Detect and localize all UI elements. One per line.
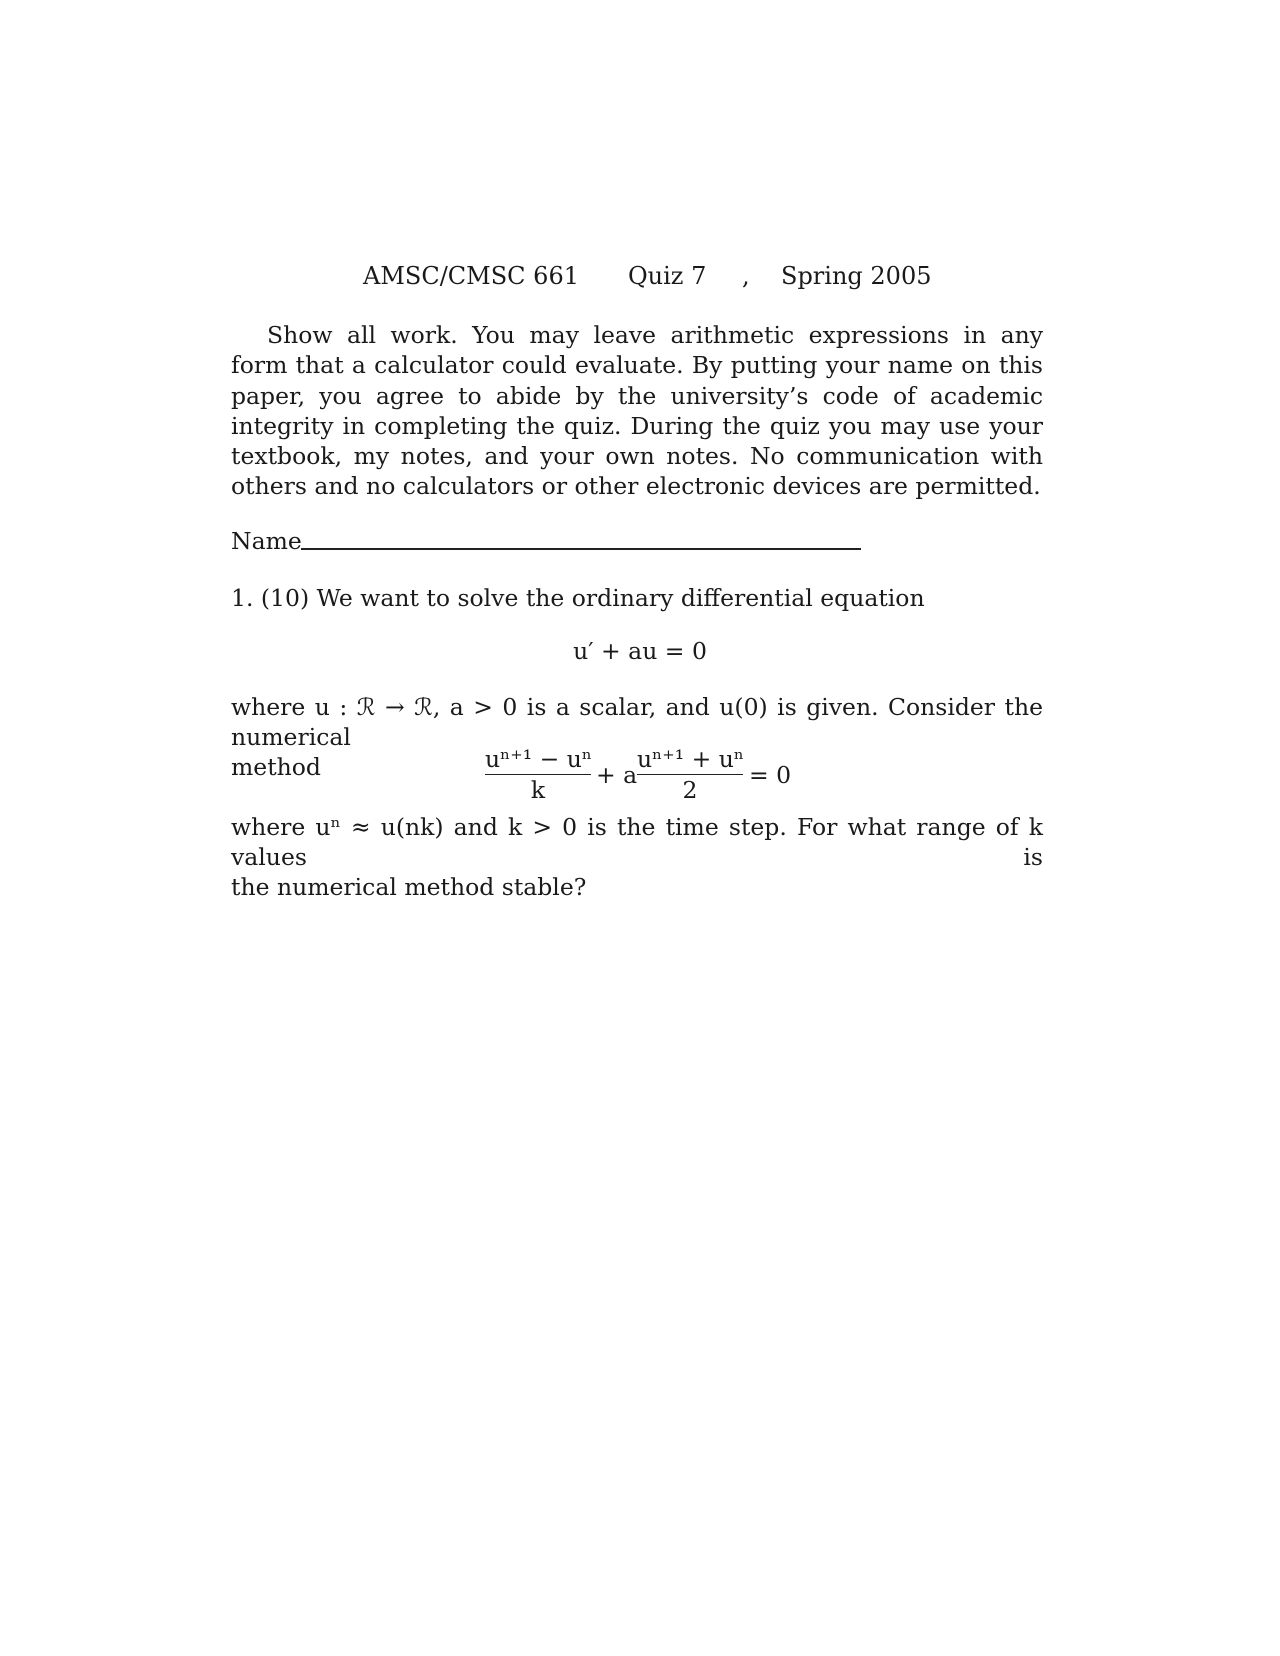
question-line-1: where uⁿ ≈ u(nk) and k > 0 is the time step. For what range of k values is: [231, 813, 1043, 871]
difference-numerator: uⁿ⁺¹ − uⁿ: [485, 745, 593, 773]
name-label: Name: [231, 527, 302, 555]
equals-zero: = 0: [749, 761, 792, 789]
average-denominator: 2: [682, 776, 698, 804]
course-code: AMSC/CMSC 661: [363, 262, 579, 290]
difference-fraction: [485, 744, 591, 805]
average-numerator: uⁿ⁺¹ + uⁿ: [637, 745, 745, 773]
quiz-title: Quiz 7: [628, 262, 707, 290]
context-line-1: where u : ℛ → ℛ, a > 0 is a scalar, and u(0) is given. Consider the numerical: [231, 693, 1043, 751]
ode-equation: u′ + au = 0: [573, 637, 707, 665]
instructions-paragraph: Show all work. You may leave arithmetic expressions in any form that a calculator could evaluate. By putting your name on this paper, you agree to abide by the university’s code of academic integrity in completing the quiz. During the quiz you may use your textbook, my notes, and your own notes. No communication with others and no calculators or other electronic devices are permitted.: [231, 321, 1043, 501]
quiz-header: [0, 262, 1280, 296]
average-fraction: [637, 744, 743, 805]
question-line-2: the numerical method stable?: [231, 873, 587, 901]
problem-1-question: [231, 812, 1043, 902]
context-line-2: method: [231, 753, 321, 781]
name-blank-line[interactable]: [301, 548, 861, 550]
problem-1-intro: 1. (10) We want to solve the ordinary differential equation: [231, 584, 925, 612]
header-separator: ,: [742, 262, 750, 290]
difference-denominator: k: [530, 776, 546, 804]
term: Spring 2005: [781, 262, 932, 290]
plus-a-term: + a: [596, 761, 638, 789]
